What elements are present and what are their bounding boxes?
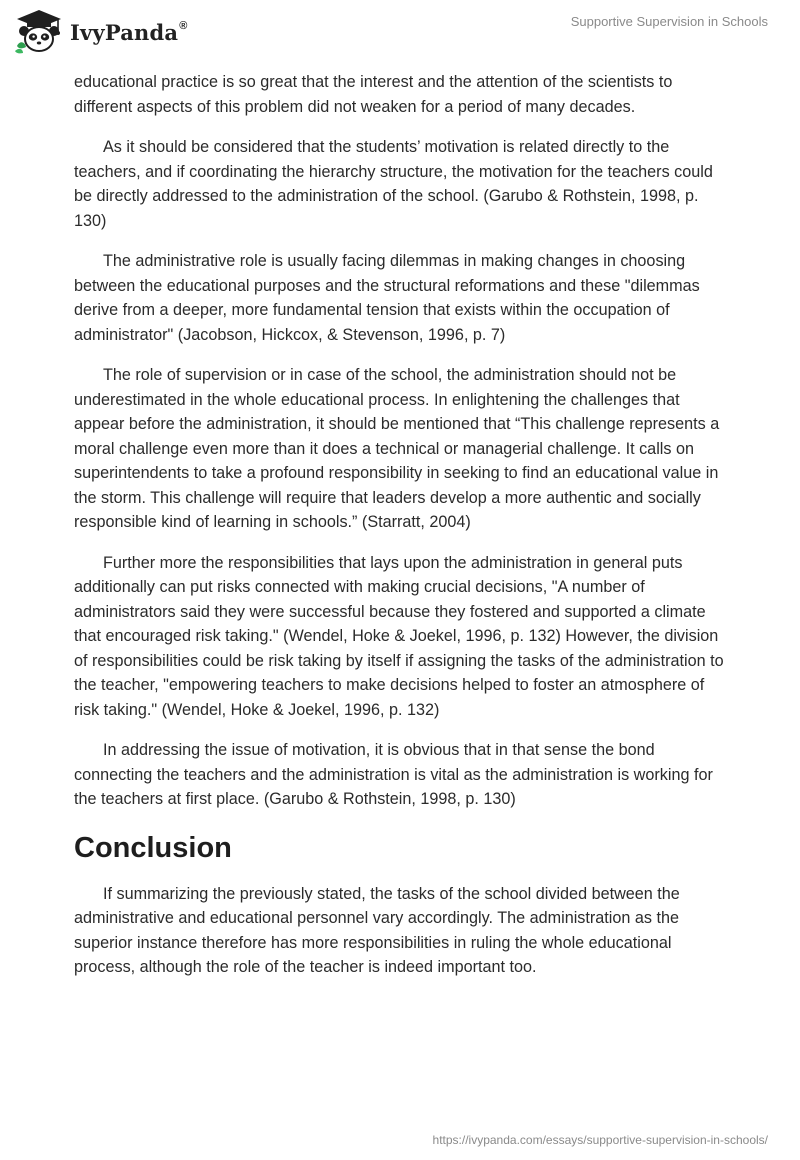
paragraph-responsibilities: Further more the responsibilities that lays upon the administration in general puts additionally can put risks connected with making crucial decisions, "A number of administrators said they were successful because they fostered and supported a climate that encouraged risk taking." (Wendel, Hoke & Joekel, 1996, p. 132) However, the division of responsibilities could be risk taking by itself if assigning the tasks of the administration to the teacher, "empowering teachers to make decisions helped to foster an atmosphere of risk taking." (Wendel, Hoke & Joekel, 1996, p. 132) [74, 553, 724, 719]
page-header [0, 0, 800, 70]
essay-content [74, 70, 726, 996]
source-url-link[interactable]: https://ivypanda.com/essays/supportive-supervision-in-schools/ [432, 1133, 768, 1147]
registered-mark: ® [179, 19, 188, 32]
paragraph-administrative-role: The administrative role is usually facing dilemmas in making changes in choosing between the educational purposes and the structural reformations and these "dilemmas derive from a deeper, more fundamental tension that exists within the occupation of administrator" (Jacobson, Hickcox, & Stevenson, 1996, p. 7) [74, 252, 700, 344]
paragraph-supervision-role: The role of supervision or in case of the school, the administration should not be underestimated in the whole educational process. In enlightening the challenges that appear before the administration, it should be mentioned that “This challenge represents a moral challenge even more than it does a technical or managerial challenge. It calls on superintendents to take a profound responsibility in seeking to find an educational value in the storm. This challenge will require that leaders develop a more authentic and socially responsible kind of learning in schools.” (Starratt, 2004) [74, 366, 720, 531]
logo-text: IvyPanda [70, 19, 179, 45]
paragraph-continued: educational practice is so great that the interest and the attention of the scientists to different aspects of this problem did not weaken for a period of many decades. [74, 73, 673, 116]
ivypanda-logo[interactable] [14, 8, 188, 54]
document-title: Supportive Supervision in Schools [570, 14, 768, 29]
paragraph-motivation-bond: In addressing the issue of motivation, it is obvious that in that sense the bond connecting the teachers and the administration is vital as the administration is working for the teachers at first place. (Garubo & Rothstein, 1998, p. 130) [74, 741, 713, 808]
paragraph-motivation: As it should be considered that the students’ motivation is related directly to the teachers, and if coordinating the hierarchy structure, the motivation for the teachers could be directly addressed to the administration of the school. (Garubo & Rothstein, 1998, p. 130) [74, 138, 713, 230]
paragraph-conclusion: If summarizing the previously stated, the tasks of the school divided between the administrative and educational personnel vary accordingly. The administration as the superior instance therefore has more responsibilities in ruling the whole educational process, although the role of the teacher is indeed important too. [74, 884, 680, 976]
panda-graduate-icon [14, 8, 64, 54]
logo-wordmark [70, 20, 188, 45]
section-heading-conclusion: Conclusion [74, 831, 232, 864]
